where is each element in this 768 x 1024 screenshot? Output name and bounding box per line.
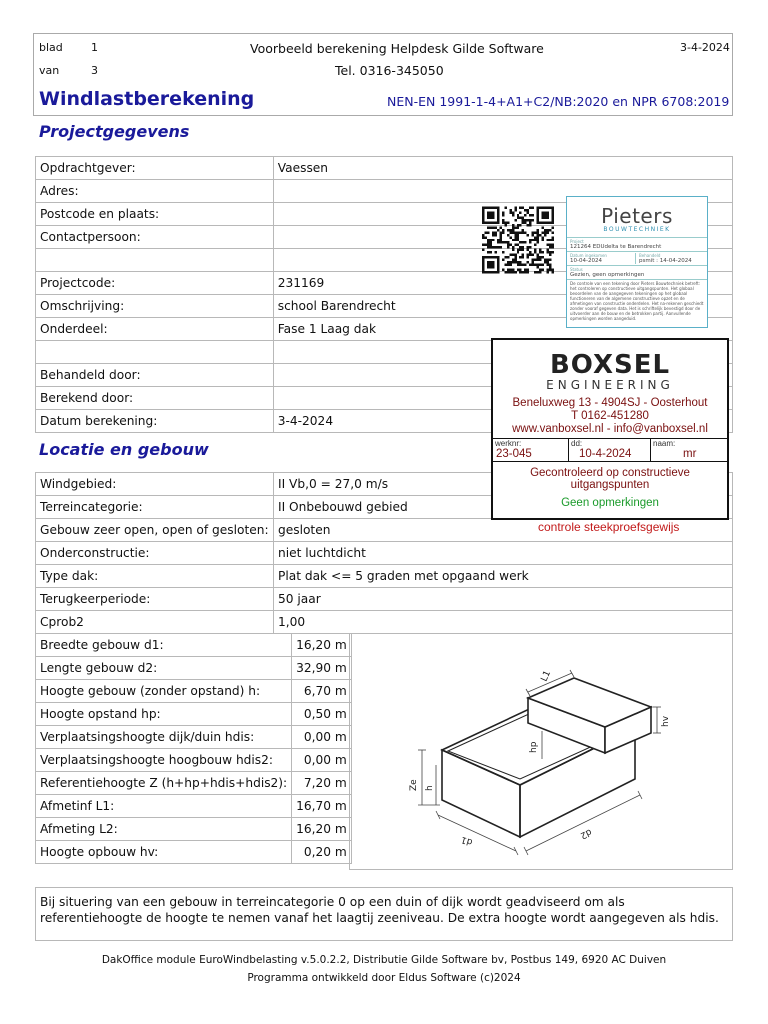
header-date: 3-4-2024 bbox=[680, 41, 730, 54]
location-label: Windgebied: bbox=[36, 473, 274, 496]
label-hp: hp bbox=[529, 741, 539, 753]
boxsel-dd: 10-4-2024 bbox=[579, 448, 632, 460]
boxsel-address: Beneluxweg 13 - 4904SJ - Oosterhout bbox=[512, 397, 708, 409]
dimension-label: Hoogte opstand hp: bbox=[36, 703, 292, 726]
location-value: 1,00 bbox=[273, 611, 732, 634]
location-value: gesloten bbox=[273, 519, 732, 542]
qr-code bbox=[482, 206, 554, 274]
location-value: Plat dak <= 5 graden met opgaand werk bbox=[273, 565, 732, 588]
section-title-project: Projectgegevens bbox=[39, 122, 190, 141]
dimension-value: 7,20 m bbox=[292, 772, 352, 795]
project-value: school Barendrecht bbox=[273, 295, 732, 318]
norm-reference: NEN-EN 1991-1-4+A1+C2/NB:2020 en NPR 6708:2019 bbox=[387, 94, 730, 109]
boxsel-check-2: uitgangspunten bbox=[570, 479, 650, 491]
dimension-label: Verplaatsingshoogte dijk/duin hdis: bbox=[36, 726, 292, 749]
dimension-row bbox=[36, 657, 352, 680]
company-phone: Tel. 0316-345050 bbox=[335, 63, 444, 78]
location-row bbox=[36, 611, 733, 634]
dimension-value: 0,00 m bbox=[292, 749, 352, 772]
label-hv: hv bbox=[661, 715, 671, 727]
dimension-row bbox=[36, 634, 352, 657]
boxsel-sub: ENGINEERING bbox=[546, 378, 674, 392]
project-label: Datum berekening: bbox=[36, 410, 274, 433]
boxsel-fields bbox=[493, 438, 727, 462]
dimension-value: 0,20 m bbox=[292, 841, 352, 864]
label-l1: L1 bbox=[539, 669, 554, 684]
dimension-label: Afmetinf L1: bbox=[36, 795, 292, 818]
location-label: Terreincategorie: bbox=[36, 496, 274, 519]
boxsel-check-1: Gecontroleerd op constructieve bbox=[530, 467, 690, 479]
control-note: controle steekproefsgewijs bbox=[538, 520, 680, 534]
label-d1: d1 bbox=[460, 833, 474, 847]
blad-label: blad bbox=[39, 41, 63, 54]
van-value: 3 bbox=[91, 64, 98, 77]
pieters-checked-label: Behandeld bbox=[639, 253, 661, 258]
dimension-row bbox=[36, 680, 352, 703]
location-value: 50 jaar bbox=[273, 588, 732, 611]
boxsel-brand: BOXSEL bbox=[549, 350, 671, 380]
project-value: Fase 1 Laag dak bbox=[273, 318, 732, 341]
pieters-status-label: Status bbox=[570, 267, 583, 272]
project-label bbox=[36, 249, 274, 272]
location-row bbox=[36, 565, 733, 588]
project-label: Adres: bbox=[36, 180, 274, 203]
location-row bbox=[36, 588, 733, 611]
footer-line-1: DakOffice module EuroWindbelasting v.5.0.2.2, Distributie Gilde Software bv, Postbus 149, 6920 AC Duiven bbox=[101, 954, 667, 966]
dimension-label: Lengte gebouw d2: bbox=[36, 657, 292, 680]
location-label: Gebouw zeer open, open of gesloten: bbox=[36, 519, 274, 542]
boxsel-naam-label: naam: bbox=[653, 439, 676, 448]
location-label: Terugkeerperiode: bbox=[36, 588, 274, 611]
dimension-value: 6,70 m bbox=[292, 680, 352, 703]
dimension-label: Verplaatsingshoogte hoogbouw hdis2: bbox=[36, 749, 292, 772]
dimension-row bbox=[36, 726, 352, 749]
pieters-project-label: Project bbox=[570, 239, 584, 244]
location-label: Onderconstructie: bbox=[36, 542, 274, 565]
blad-value: 1 bbox=[91, 41, 98, 54]
pieters-disclaimer: het controleren op constructieve uitgangspunten. Het globaal beoordelen van de aangegeven tekeningen op het globaal functioneren van de algemene constructieve opzet en de afmetingen van constructie onderdelen. Het na-rekenen geschiedt zonder vooraf gegeven data. Het is schriftelijk bevestigd door de uitvoerder aan de bouw en de betrokken partij. Aanvullende opmerkingen worden aangeduid. bbox=[570, 286, 704, 321]
boxsel-phone: T 0162-451280 bbox=[571, 410, 649, 422]
dimension-row bbox=[36, 841, 352, 864]
project-label: Onderdeel: bbox=[36, 318, 274, 341]
dimension-value: 16,20 m bbox=[292, 818, 352, 841]
project-value: Vaessen bbox=[273, 157, 732, 180]
dimension-value: 0,50 m bbox=[292, 703, 352, 726]
pieters-sub: BOUWTECHNIEK bbox=[603, 226, 671, 233]
project-label: Omschrijving: bbox=[36, 295, 274, 318]
building-front-face bbox=[442, 750, 520, 837]
page-title: Windlastberekening bbox=[39, 88, 255, 110]
dimension-value: 16,20 m bbox=[292, 634, 352, 657]
project-label: Opdrachtgever: bbox=[36, 157, 274, 180]
terrain-note: Bij situering van een gebouw in terreincategorie 0 op een duin of dijk wordt geadviseerd om als referentiehoogte de hoogte te nemen vanaf het laagtij zeeniveau. De extra hoogte wordt aangegeven als hdis. bbox=[35, 887, 733, 941]
company-name: Voorbeeld berekening Helpdesk Gilde Software bbox=[250, 41, 544, 56]
location-row bbox=[36, 542, 733, 565]
project-label bbox=[36, 341, 274, 364]
dimension-label: Breedte gebouw d1: bbox=[36, 634, 292, 657]
dimension-value: 32,90 m bbox=[292, 657, 352, 680]
section-title-location: Locatie en gebouw bbox=[39, 440, 209, 459]
dimension-label: Hoogte opbouw hv: bbox=[36, 841, 292, 864]
location-value: II Onbebouwd gebied bbox=[273, 496, 732, 519]
boxsel-dd-label: dd: bbox=[571, 439, 583, 448]
boxsel-naam: mr bbox=[683, 448, 697, 460]
pieters-brand: Pieters bbox=[601, 204, 673, 228]
dimension-row bbox=[36, 772, 352, 795]
dimension-label: Hoogte gebouw (zonder opstand) h: bbox=[36, 680, 292, 703]
pieters-status: Gezien, geen opmerkingen bbox=[570, 272, 645, 278]
boxsel-web: www.vanboxsel.nl - info@vanboxsel.nl bbox=[512, 423, 708, 435]
boxsel-werknr-label: werknr: bbox=[495, 439, 522, 448]
boxsel-remark: Geen opmerkingen bbox=[561, 497, 659, 509]
location-label: Cprob2 bbox=[36, 611, 274, 634]
project-label: Contactpersoon: bbox=[36, 226, 274, 249]
dimension-row bbox=[36, 795, 352, 818]
project-value: 231169 bbox=[273, 272, 732, 295]
project-row bbox=[36, 157, 733, 180]
dimension-row bbox=[36, 703, 352, 726]
pieters-checked: psmit : 14-04-2024 bbox=[639, 258, 692, 264]
label-h: h bbox=[425, 785, 435, 791]
dimension-row bbox=[36, 818, 352, 841]
dimension-label: Referentiehoogte Z (h+hp+hdis+hdis2): bbox=[36, 772, 292, 795]
pieters-stamp bbox=[566, 196, 708, 328]
footer-line-2: Programma ontwikkeld door Eldus Software (c)2024 bbox=[247, 972, 521, 984]
project-label: Behandeld door: bbox=[36, 364, 274, 387]
boxsel-werknr: 23-045 bbox=[496, 448, 532, 460]
pieters-date: 10-04-2024 bbox=[570, 258, 602, 264]
building-drawing bbox=[350, 635, 732, 869]
pieters-project: 121264 EDUdelta te Barendrecht bbox=[570, 244, 662, 250]
dimension-row bbox=[36, 749, 352, 772]
location-value: II Vb,0 = 27,0 m/s bbox=[273, 473, 732, 496]
dimension-value: 0,00 m bbox=[292, 726, 352, 749]
project-value: 3-4-2024 bbox=[273, 410, 732, 433]
dimension-value: 16,70 m bbox=[292, 795, 352, 818]
dimension-table bbox=[35, 633, 352, 864]
project-label: Berekend door: bbox=[36, 387, 274, 410]
boxsel-stamp bbox=[491, 338, 729, 520]
project-label: Postcode en plaats: bbox=[36, 203, 274, 226]
location-label: Type dak: bbox=[36, 565, 274, 588]
dimension-label: Afmeting L2: bbox=[36, 818, 292, 841]
location-value: niet luchtdicht bbox=[273, 542, 732, 565]
pieters-date-label: Datum ingekomen bbox=[570, 253, 607, 258]
label-ze: Ze bbox=[409, 779, 419, 791]
van-label: van bbox=[39, 64, 60, 77]
project-label: Projectcode: bbox=[36, 272, 274, 295]
pieters-disclaimer-top: De controle van een tekening door Pieters Bouwtechniek betreft: bbox=[570, 281, 700, 286]
label-d2: d2 bbox=[578, 826, 594, 841]
